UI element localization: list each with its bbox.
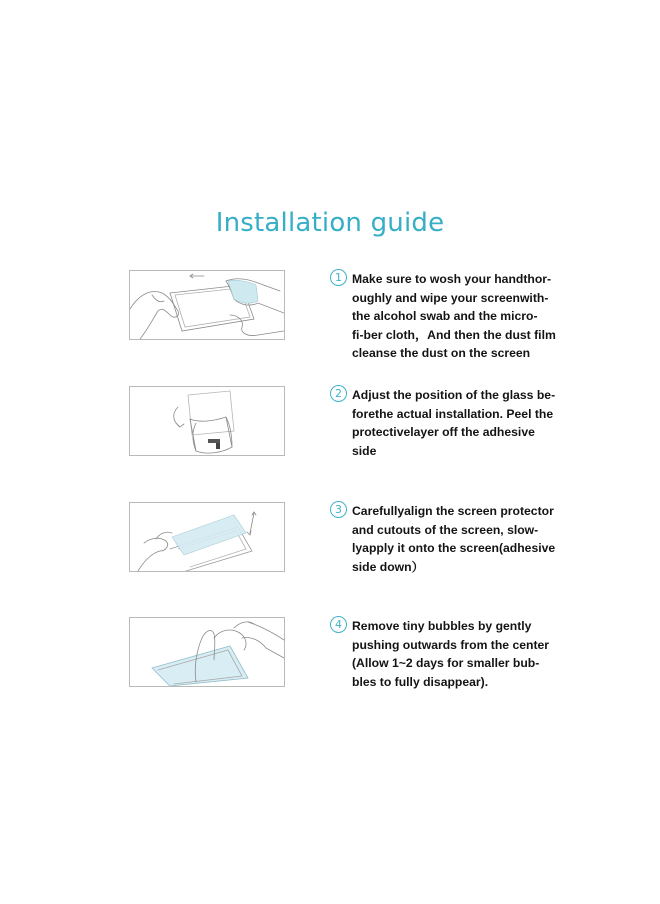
apply-protector-image: [130, 503, 284, 571]
clean-screen-illustration: [129, 270, 285, 340]
step-1-line-4: fi-ber cloth，And then the dust film: [352, 327, 556, 342]
step-2-line-4: side: [352, 443, 377, 458]
step-3-line-2: and cutouts of the screen, slow-: [352, 522, 539, 537]
step-4-text: [352, 617, 562, 691]
peel-protective-layer-illustration: [129, 386, 285, 456]
step-1: [0, 270, 660, 360]
step-1-line-2: oughly and wipe your screenwith-: [352, 290, 549, 305]
remove-bubbles-illustration: [129, 617, 285, 687]
step-3-number-badge: 3: [330, 501, 347, 518]
clean-screen-image: [130, 271, 284, 339]
peel-layer-image: [130, 387, 284, 455]
step-4-line-4: bles to fully disappear).: [352, 674, 489, 689]
step-1-number-badge: 1: [330, 269, 347, 286]
step-1-text: [352, 270, 562, 363]
step-4-line-2: pushing outwards from the center: [352, 637, 550, 652]
step-2-line-2: forethe actual installation. Peel the: [352, 406, 554, 421]
remove-bubbles-image: [130, 618, 284, 686]
step-3-line-1: Carefullyalign the screen protector: [352, 504, 554, 518]
step-1-line-1: Make sure to wosh your handthor-: [352, 272, 552, 286]
step-3-text: [352, 502, 562, 576]
step-2-line-1: Adjust the position of the glass be-: [352, 388, 556, 402]
step-4-number-badge: 4: [330, 616, 347, 633]
step-2-number-badge: 2: [330, 385, 347, 402]
page-title: Installation guide: [215, 208, 445, 238]
step-3-line-4: side down）: [352, 559, 424, 574]
step-2-line-3: protectivelayer off the adhesive: [352, 425, 535, 440]
step-1-line-5: cleanse the dust on the screen: [352, 346, 531, 361]
step-1-line-3: the alcohol swab and the micro-: [352, 309, 538, 324]
step-2: [0, 386, 660, 476]
step-2-text: [352, 386, 562, 460]
step-4-line-3: (Allow 1~2 days for smaller bub-: [352, 656, 540, 671]
apply-protector-illustration: [129, 502, 285, 572]
step-3: [0, 502, 660, 592]
step-4-line-1: Remove tiny bubbles by gently: [352, 619, 532, 633]
step-4: [0, 617, 660, 707]
step-3-line-3: lyapply it onto the screen(adhesive: [352, 541, 556, 556]
